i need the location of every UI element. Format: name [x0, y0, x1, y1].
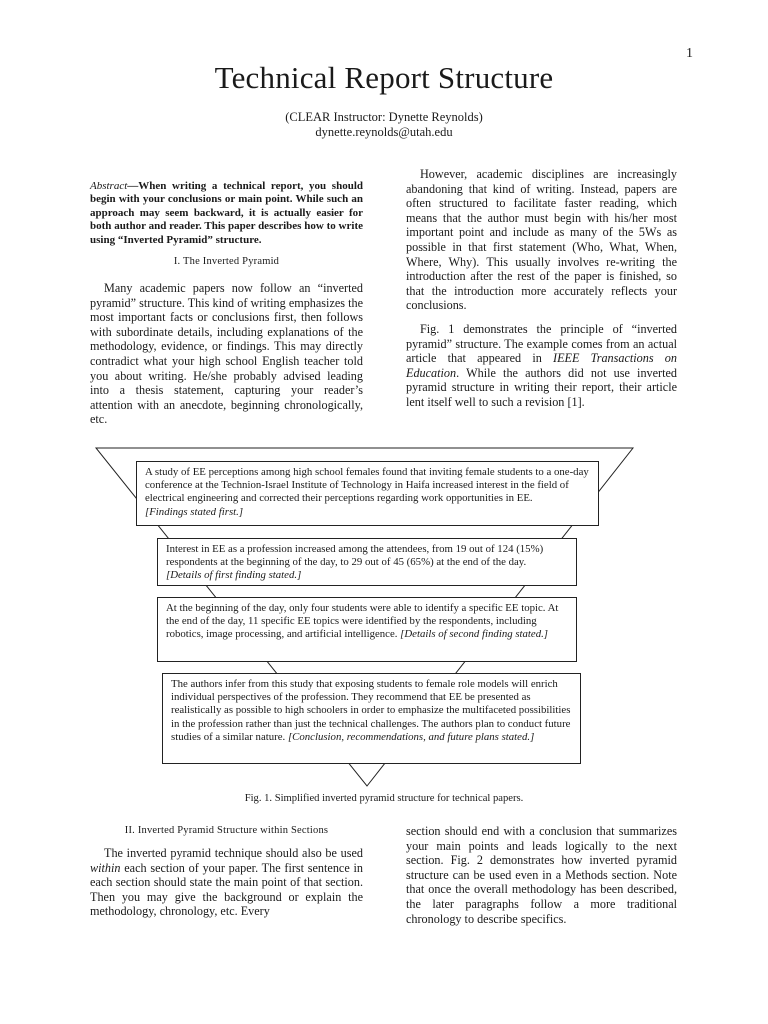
section-2-heading: II. Inverted Pyramid Structure within Sections — [124, 825, 329, 836]
section-1-paragraph: Many academic papers now follow an “inverted pyramid” structure. This kind of writing emphasizes the most important facts or conclusions first, then follows with subordinate details, including explanations of the methodology, evidence, or findings. This may directly contradict what your high school English teacher told you about writing. He/she probably advised leading into a thesis statement, capturing your reader’s attention with an anecdote, beginning chronologically, etc. — [90, 281, 363, 427]
box2-note: [Details of first finding stated.] — [166, 569, 302, 582]
section-2-continuation-text: section should end with a conclusion that summarizes your main points and leads logically to the next section. Fig. 2 demonstrates how inverted pyramid structure can be used even in a Methods section. Note that once the overall methodology has been described, the later paragraphs follow a more traditional chronology to describe specifics. — [406, 824, 677, 926]
box4-text: The authors infer from this study that exposing students to female role models will enrich individual perspectives of the profession. They recommend that EE be presented as realistically as possible to high schoolers in order to emphasize the multifaceted possibilities in the profession rather than just the technical challenges. The authors plan to conduct future studies of a similar nature. — [171, 678, 571, 743]
pyramid-box-findings — [136, 461, 599, 526]
figure-caption: Fig. 1. Simplified inverted pyramid structure for technical papers. — [244, 793, 524, 804]
pyramid-box-first-details — [157, 538, 577, 586]
section-2-body — [90, 846, 363, 919]
section-2-paragraph-a: The inverted pyramid technique should also be used — [104, 846, 363, 860]
abstract-label: Abstract — [90, 180, 128, 192]
box2-text: Interest in EE as a profession increased among the attendees, from 19 out of 124 (15%) respondents at the beginning of the day, to 29 out of 45 (65%) at the end of the day. — [166, 543, 544, 569]
abstract-text: When writing a technical report, you should begin with your conclusions or main point. While such an approach may seem backward, it is actually easier for both author and reader. This paper describes how to write using “Inverted Pyramid” structure. — [90, 180, 363, 246]
section-2-paragraph-b: each section of your paper. The first sentence in each section should state the main point of that section. Then you may give the background or explain the methodology, chronology, etc. Every — [90, 860, 363, 919]
right-paragraph-2-a: Fig. 1 demonstrates the principle of “inverted pyramid” structure. The example comes from an actual article that appeared in — [406, 322, 677, 366]
section-2-paragraph — [90, 846, 363, 919]
pyramid-box-second-details — [157, 597, 577, 662]
section-2-continuation — [406, 824, 677, 926]
box1-note: [Findings stated first.] — [145, 505, 244, 518]
page-title: Technical Report Structure — [214, 60, 554, 95]
box4-note: [Conclusion, recommendations, and future plans stated.] — [287, 730, 535, 743]
box1-text: A study of EE perceptions among high school females found that inviting female students to a one-day conference at the Technion-Israel Institute of Technology in Haifa increased interest in the field of electrical engineering and corrected their perceptions regarding work opportunities in EE. — [145, 466, 589, 505]
abstract-dash: — — [127, 180, 139, 192]
right-paragraph-2-b: . While the authors did not use inverted pyramid structure in writing their report, their article lent itself well to such a revision [1]. — [406, 365, 677, 409]
instructor-line: (CLEAR Instructor: Dynette Reynolds) — [285, 110, 483, 124]
page-number: 1 — [686, 46, 693, 61]
email-line: dynette.reynolds@utah.edu — [315, 125, 453, 139]
right-paragraph-1: However, academic disciplines are increasingly abandoning that kind of writing. Instead, papers are often structured to facilitate faster reading, which means that the author must begin with his/her most important point and include as many of the 5Ws as possible in that first statement (Who, What, When, Where, Why). This usually involves re-writing the introduction after the rest of the paper is finished, so that the introduction more accurately reflects your conclusions. — [406, 167, 677, 313]
section-2-emphasis: within — [90, 860, 121, 875]
section-1-heading: I. The Inverted Pyramid — [173, 256, 280, 267]
journal-name: IEEE Transactions on Education — [406, 351, 677, 380]
pyramid-box-conclusion — [162, 673, 581, 764]
box3-note: [Details of second finding stated.] — [400, 628, 549, 641]
box3-text: At the beginning of the day, only four students were able to identify a specific EE topic. At the end of the day, 11 specific EE topics were identified by the respondents, including robotics, image processing, and artificial intelligence. — [166, 602, 559, 641]
